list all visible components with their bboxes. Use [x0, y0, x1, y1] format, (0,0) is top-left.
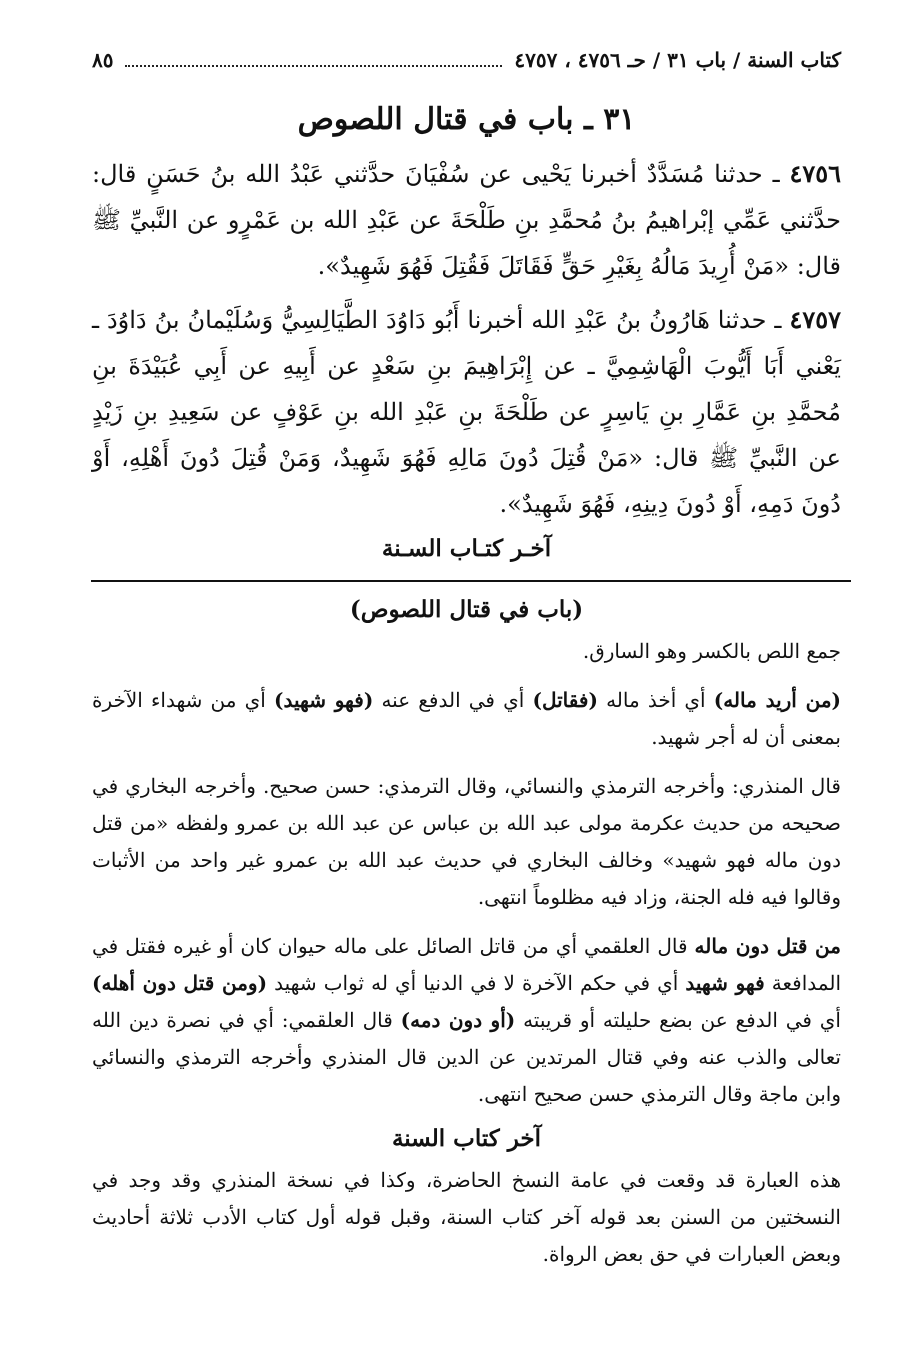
hadith-4756 [92, 151, 841, 289]
quoted-phrase: (فقاتل) [532, 688, 598, 712]
quoted-phrase: (من أريد ماله) [713, 688, 842, 712]
hadith-number: ٤٧٥٦ [789, 159, 841, 188]
quoted-phrase: (أو دون دمه) [400, 1008, 516, 1032]
commentary-text: أي من شهداء الآخرة بمعنى أن له أجر شهيد. [92, 688, 841, 749]
hadith-text: ـ حدثنا هَارُونُ بنُ عَبْدِ الله أخبرنا أَبُو دَاوُدَ الطَّيَالِسِيُّ وَسُلَيْمانُ بنُ دَاوُدَ ـ يَعْني أَبَا أَيُّوبَ الْهَاشِمِيَّ ـ عن إِبْرَاهِيمَ بنِ سَعْدٍ عن أَبِيهِ عن أَبِي عُبَيْدَةَ بنِ مُحمَّدِ بنِ عَمَّارِ بنِ يَاسِرٍ عن طَلْحَةَ بنِ عَبْدِ الله بنِ عَوْفٍ عن سَعِيدِ بنِ زَيْدٍ عن النَّبيِّ ﷺ قال: «مَنْ قُتِلَ دُونَ مَالِهِ فَهُوَ شَهِيدٌ، وَمَنْ قُتِلَ دُونَ أَهْلِهِ، أَوْ دُونَ دَمِهِ، أَوْ دُونَ دِينِهِ، فَهُوَ شَهِيدٌ». [92, 306, 842, 518]
page-number: ٨٥ [92, 48, 114, 72]
quoted-phrase: (فهو شهيد) [274, 688, 374, 712]
header-leader-dots [125, 64, 502, 67]
running-header [92, 48, 841, 82]
commentary-text: أي أخذ ماله [597, 688, 714, 712]
commentary-text: أي في حكم الآخرة لا في الدنيا أي له ثواب شهيد [267, 971, 686, 995]
footnote-divider [91, 580, 851, 582]
commentary-paragraph-4 [92, 928, 841, 1113]
commentary-paragraph-5: هذه العبارة قد وقعت في عامة النسخ الحاضرة، وكذا في نسخة المنذري وقد وجد في النسختين من السنن بعد قوله آخر كتاب السنة، وقبل قوله أول كتاب الأدب ثلاثة أحاديث وبعض العبارات في حق بعض الرواة. [92, 1168, 841, 1266]
book-end-title: آخـر كتـاب السـنة [381, 535, 552, 562]
hadith-4757 [92, 297, 841, 527]
commentary-text: أي في الدفع عن بضع حليلته أو قريبته [515, 1008, 841, 1032]
hadith-text: ـ حدثنا مُسَدَّدٌ أخبرنا يَحْيى عن سُفْيَانَ حدَّثني عَبْدُ الله بنُ حَسَنٍ قال: حدَّثني عَمِّي إبْراهيمُ بنُ مُحمَّدِ بنِ طَلْحَةَ عن عَبْدِ الله بن عَمْرٍو عن النَّبيِّ ﷺ قال: «مَنْ أُرِيدَ مَالُهُ بِغَيْرِ حَقٍّ فَقَاتَلَ فَقُتِلَ فَهُوَ شَهِيدٌ». [92, 160, 841, 280]
commentary-paragraph-3: قال المنذري: وأخرجه الترمذي والنسائي، وقال الترمذي: حسن صحيح. وأخرجه البخاري في صحيحه من حديث عكرمة مولى عبد الله بن عباس عن عبد الله بن عمرو ولفظه «من قتل دون ماله فهو شهيد» وخالف البخاري في حديث عبد الله بن عمرو غير واحد من الأثبات وقالوا فيه فله الجنة، وزاد فيه مظلوماً انتهى. [92, 774, 841, 909]
quoted-phrase: (ومن قتل دون أهله) [92, 971, 268, 995]
quoted-phrase: فهو شهيد [685, 971, 765, 995]
commentary-text: قال العلقمي أي من قاتل الصائل على ماله حيوان كان أو غيره فقتل في المدافعة [92, 934, 842, 995]
commentary-text: قال العلقمي: أي في نصرة دين الله تعالى والذب عنه وفي قتال المرتدين عن الدين قال المنذري وأخرجه الترمذي والنسائي وابن ماجة وقال الترمذي حسن صحيح انتهى. [92, 1008, 841, 1106]
commentary-title: (باب في قتال اللصوص) [349, 596, 584, 623]
commentary-text: أي في الدفع عنه [373, 688, 533, 712]
quoted-phrase: من قتل دون ماله [694, 934, 841, 958]
chapter-title: ٣١ ـ باب في قتال اللصوص [297, 102, 636, 137]
running-header-title: كتاب السنة / باب ٣١ / حـ ٤٧٥٦ ، ٤٧٥٧ [514, 48, 841, 72]
commentary-paragraph-2 [92, 682, 841, 756]
commentary-paragraph-1: جمع اللص بالكسر وهو السارق. [582, 639, 841, 663]
commentary-end-title: آخر كتاب السنة [391, 1125, 542, 1152]
hadith-number: ٤٧٥٧ [789, 305, 841, 334]
